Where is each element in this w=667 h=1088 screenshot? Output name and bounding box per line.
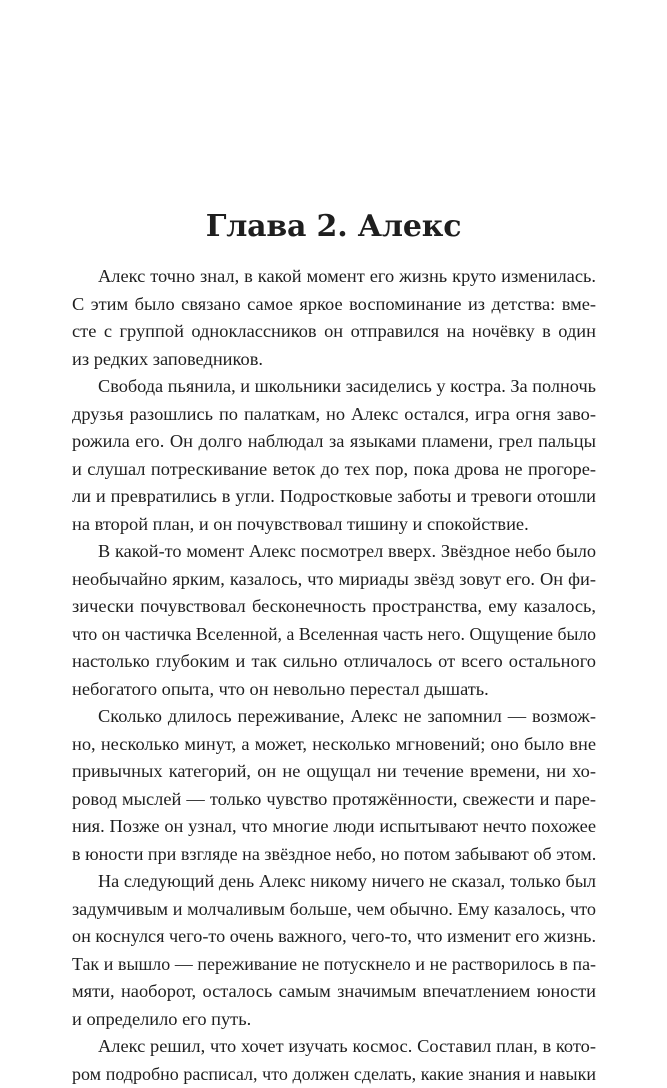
text-line: С этим было связано самое яркое воспоминание из детства: вме- — [72, 291, 596, 319]
text-line: Алекс решил, что хочет изучать космос. Составил план, в кото- — [72, 1033, 596, 1061]
text-line: из редких заповедников. — [72, 346, 596, 374]
text-line: В какой-то момент Алекс посмотрел вверх. Звёздное небо было — [72, 538, 596, 566]
text-line: настолько глубоким и так сильно отличалось от всего остального — [72, 648, 596, 676]
text-line: ровод мыслей — только чувство протяжённости, свежести и паре- — [72, 786, 596, 814]
text-line: задумчивым и молчаливым больше, чем обычно. Ему казалось, что — [72, 896, 596, 924]
text-line: На следующий день Алекс никому ничего не сказал, только был — [72, 868, 596, 896]
text-line: Сколько длилось переживание, Алекс не запомнил — возмож- — [72, 703, 596, 731]
paragraph-5 — [72, 868, 596, 1033]
text-line: ния. Позже он узнал, что многие люди испытывают нечто похожее — [72, 813, 596, 841]
text-line: мяти, наоборот, осталось самым значимым впечатлением юности — [72, 978, 596, 1006]
text-line: зически почувствовал бесконечность пространства, ему казалось, — [72, 593, 596, 621]
paragraph-1 — [72, 263, 596, 373]
text-line: сте с группой одноклассников он отправился на ночёвку в один — [72, 318, 596, 346]
chapter-body — [72, 263, 596, 1088]
text-line: небогатого опыта, что он невольно перестал дышать. — [72, 676, 596, 704]
text-line: и слушал потрескивание веток до тех пор, пока дрова не прогоре- — [72, 456, 596, 484]
text-line: Так и вышло — переживание не потускнело и не растворилось в па- — [72, 951, 596, 979]
text-line: друзья разошлись по палаткам, но Алекс остался, игра огня заво- — [72, 401, 596, 429]
paragraph-3 — [72, 538, 596, 703]
text-line: ли и превратились в угли. Подростковые заботы и тревоги отошли — [72, 483, 596, 511]
chapter-title: Глава 2. Алекс — [0, 207, 667, 247]
paragraph-6 — [72, 1033, 596, 1088]
text-line: что он частичка Вселенной, а Вселенная часть него. Ощущение было — [72, 621, 596, 649]
text-line: рожила его. Он долго наблюдал за языками пламени, грел пальцы — [72, 428, 596, 456]
text-line: на второй план, и он почувствовал тишину и спокойствие. — [72, 511, 596, 539]
text-line: привычных категорий, он не ощущал ни течение времени, ни хо- — [72, 758, 596, 786]
text-line: он коснулся чего-то очень важного, чего-то, что изменит его жизнь. — [72, 923, 596, 951]
text-line: в юности при взгляде на звёздное небо, но потом забывают об этом. — [72, 841, 596, 869]
text-line: и определило его путь. — [72, 1006, 596, 1034]
text-line: ром подробно расписал, что должен сделать, какие знания и навыки — [72, 1061, 596, 1088]
text-line: Свобода пьянила, и школьники засиделись у костра. За полночь — [72, 373, 596, 401]
paragraph-4 — [72, 703, 596, 868]
text-line: Алекс точно знал, в какой момент его жизнь круто изменилась. — [72, 263, 596, 291]
text-line: необычайно ярким, казалось, что мириады звёзд зовут его. Он фи- — [72, 566, 596, 594]
paragraph-2 — [72, 373, 596, 538]
text-line: но, несколько минут, а может, несколько мгновений; оно было вне — [72, 731, 596, 759]
